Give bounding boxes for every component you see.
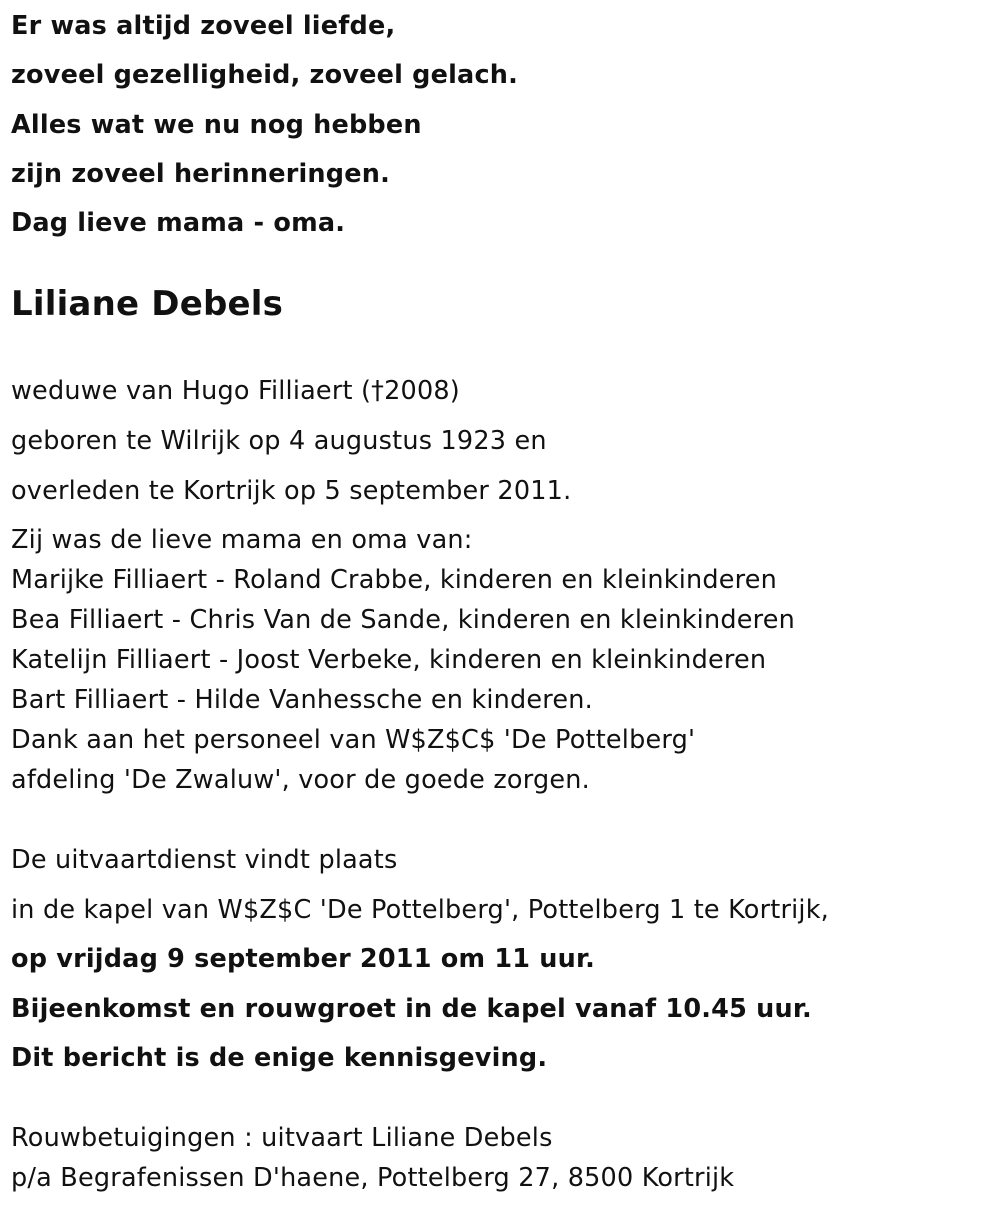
service-line: De uitvaartdienst vindt plaats <box>11 845 398 875</box>
detail-line: overleden te Kortrijk op 5 september 2011. <box>11 476 572 506</box>
detail-line: weduwe van Hugo Filliaert (†2008) <box>11 376 460 406</box>
family-intro: Zij was de lieve mama en oma van: <box>11 525 473 555</box>
poem-line: Dag lieve mama - oma. <box>11 208 346 238</box>
poem-line: Er was altijd zoveel liefde, <box>11 11 396 41</box>
thanks-line: afdeling 'De Zwaluw', voor de goede zorgen. <box>11 765 590 795</box>
deceased-name: Liliane Debels <box>11 284 284 324</box>
poem-line: zijn zoveel herinneringen. <box>11 159 390 189</box>
poem-line: Alles wat we nu nog hebben <box>11 110 422 140</box>
condolence-line: Rouwbetuigingen : uitvaart Liliane Debels <box>11 1123 553 1153</box>
service-line: in de kapel van W$Z$C 'De Pottelberg', Pottelberg 1 te Kortrijk, <box>11 895 829 925</box>
thanks-line: Dank aan het personeel van W$Z$C$ 'De Pottelberg' <box>11 725 696 755</box>
service-date: op vrijdag 9 september 2011 om 11 uur. <box>11 944 596 974</box>
condolence-line: p/a Begrafenissen D'haene, Pottelberg 27, 8500 Kortrijk <box>11 1163 735 1193</box>
service-gathering: Bijeenkomst en rouwgroet in de kapel vanaf 10.45 uur. <box>11 994 812 1024</box>
family-member: Bea Filliaert - Chris Van de Sande, kinderen en kleinkinderen <box>11 605 795 635</box>
poem-line: zoveel gezelligheid, zoveel gelach. <box>11 60 519 90</box>
family-member: Bart Filliaert - Hilde Vanhessche en kinderen. <box>11 685 593 715</box>
notice-statement: Dit bericht is de enige kennisgeving. <box>11 1043 548 1073</box>
family-member: Marijke Filliaert - Roland Crabbe, kinderen en kleinkinderen <box>11 565 777 595</box>
family-member: Katelijn Filliaert - Joost Verbeke, kinderen en kleinkinderen <box>11 645 767 675</box>
detail-line: geboren te Wilrijk op 4 augustus 1923 en <box>11 426 547 456</box>
